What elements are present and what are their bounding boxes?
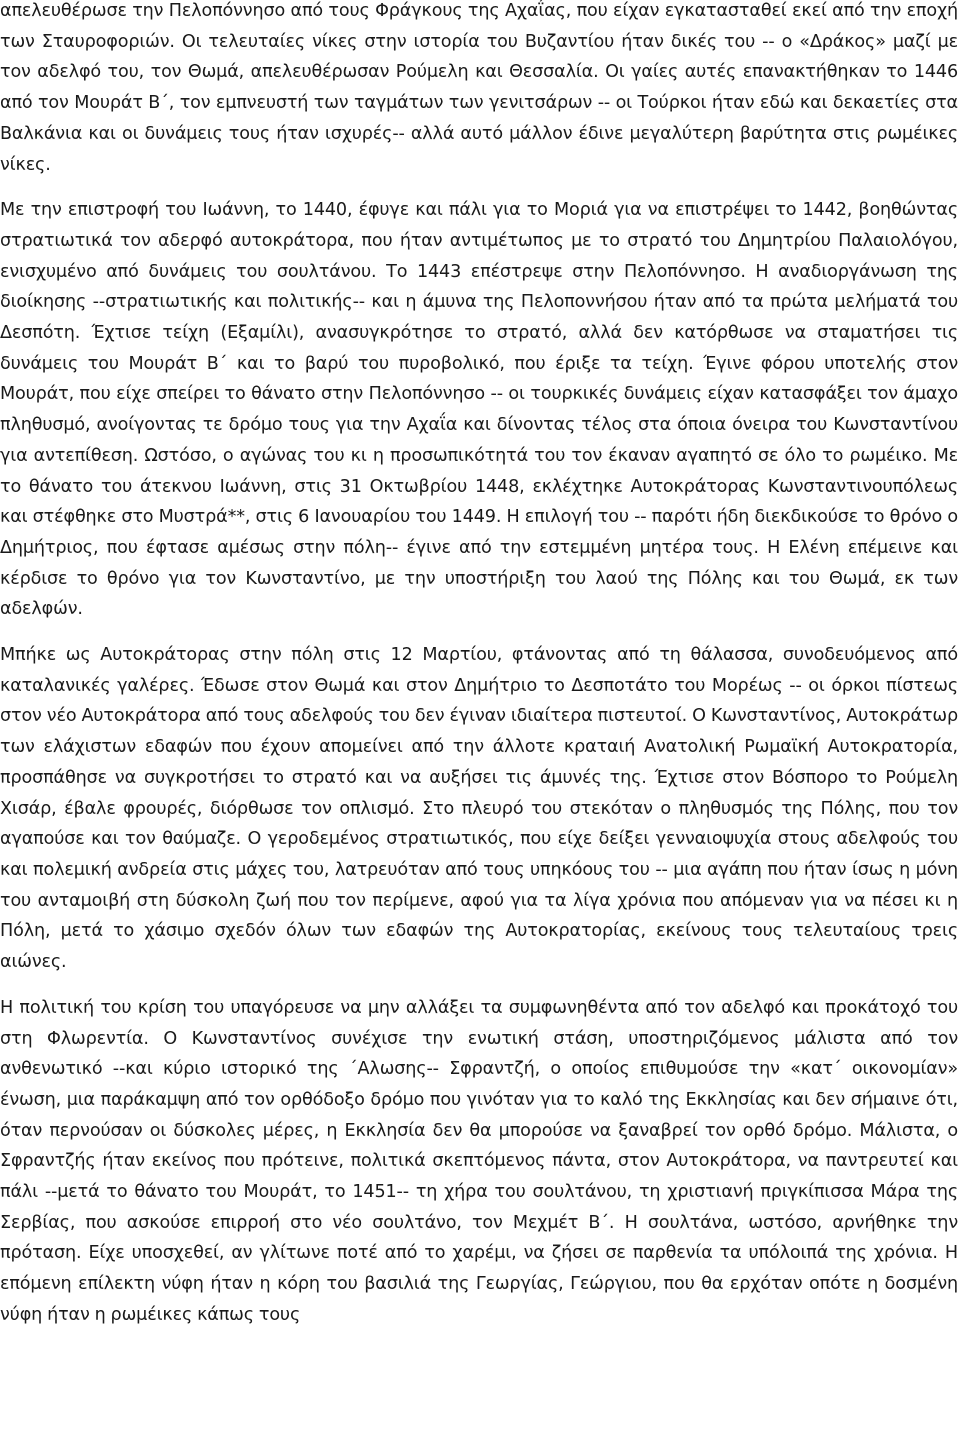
paragraph-2: Με την επιστροφή του Ιωάννη, το 1440, έφυγε και πάλι για το Μοριά για να επιστρέψει το 1442, βοηθώντας στρατιωτικά τον αδερφό αυτοκράτορα, που ήταν αντιμέτωπος με το στρατό του Δημητρίου Παλαιολόγου, ενισχυμένο από δυνάμεις του σουλτάνου. Το 1443 επέστρεψε στην Πελοπόννησο. Η αναδιοργάνωση της διοίκησης --στρατιωτικής και πολιτικής-- και η άμυνα της Πελοποννήσου ήταν από τα πρώτα μελήματά του Δεσπότη. Έχτισε τείχη (Εξαμίλι), ανασυγκρότησε το στρατό, αλλά δεν κατόρθωσε να σταματήσει τις δυνάμεις του Μουράτ Β΄ και το βαρύ του πυροβολικό, που έριξε τα τείχη. Έγινε φόρου υποτελής στον Μουράτ, που είχε σπείρει το θάνατο στην Πελοπόννησο -- οι τουρκικές δυνάμεις είχαν κατασφάξει τον άμαχο πληθυσμό, ανοίγοντας τε δρόμο τους για την Αχαΐα και δίνοντας τέλος στα όποια όνειρα του Κωνσταντίνου για αντεπίθεση. Ωστόσο, ο αγώνας του κι η προσωπικότητά του τον έκαναν αγαπητό σε όλο το ρωμέικο. Με το θάνατο του άτεκνου Ιωάννη, στις 31 Οκτωβρίου 1448, εκλέχτηκε Αυτοκράτορας Κωνσταντινουπόλεως και στέφθηκε στο Μυστρά**, στις 6 Ιανουαρίου του 1449. Η επιλογή του -- παρότι ήδη διεκδικούσε το θρόνο ο Δημήτριος, που έφτασε αμέσως στην πόλη-- έγινε από την εστεμμένη μητέρα τους. Η Ελένη επέμεινε και κέρδισε το θρόνο για τον Κωνσταντίνο, με την υποστήριξη του λαού της Πόλης και του Θωμά, εκ των αδελφών. [0,200,958,620]
paragraph-3: Μπήκε ως Αυτοκράτορας στην πόλη στις 12 Μαρτίου, φτάνοντας από τη θάλασσα, συνοδευόμενος από καταλανικές γαλέρες. Έδωσε στον Θωμά και στον Δημήτριο το Δεσποτάτο του Μορέως -- οι όρκοι πίστεως στον νέο Αυτοκράτορα από τους αδελφούς του δεν έγιναν ιδιαίτερα πιστευτοί. Ο Κωνσταντίνος, Αυτοκράτωρ των ελάχιστων εδαφών που έχουν απομείνει από την άλλοτε κραταιή Ανατολική Ρωμαϊκή Αυτοκρατορία, προσπάθησε να συγκροτήσει το στρατό και να αυξήσει τις άμυνές της. Έχτισε στον Βόσπορο το Ρούμελη Χισάρ, έβαλε φρουρές, διόρθωσε τον οπλισμό. Στο πλευρό του στεκόταν ο πληθυσμός της Πόλης, που τον αγαπούσε και τον θαύμαζε. Ο γεροδεμένος στρατιωτικός, που είχε δείξει γενναιοψυχία στους αδελφούς του και πολεμική ανδρεία στις μάχες του, λατρευόταν από τους υπηκόους του -- μια αγάπη που ήταν ίσως η μόνη του ανταμοιβή στη δύσκολη ζωή που τον περίμενε, αφού για τα λίγα χρόνια που απόμεναν για να πέσει κι η Πόλη, μετά το χάσιμο σχεδόν όλων των εδαφών της Αυτοκρατορίας, εκείνους τους τελευταίους τρεις αιώνες. [0,645,958,973]
paragraph-1: απελευθέρωσε την Πελοπόννησο από τους Φράγκους της Αχαΐας, που είχαν εγκατασταθεί εκεί από την εποχή των Σταυροφοριών. Οι τελευταίες νίκες στην ιστορία του Βυζαντίου ήταν δικές του -- ο «Δράκος» μαζί με τον αδελφό του, τον Θωμά, απελευθέρωσαν Ρούμελη και Θεσσαλία. Οι γαίες αυτές επανακτήθηκαν το 1446 από τον Μουράτ Β΄, τον εμπνευστή των ταγμάτων των γενιτσάρων -- οι Τούρκοι ήταν εδώ και δεκαετίες στα Βαλκάνια και οι δυνάμεις τους ήταν ισχυρές-- αλλά αυτό μάλλον έδινε μεγαλύτερη βαρύτητα στις ρωμέικες νίκες. [0,1,958,175]
paragraph-4: Η πολιτική του κρίση του υπαγόρευσε να μην αλλάξει τα συμφωνηθέντα από τον αδελφό και προκάτοχό του στη Φλωρεντία. Ο Κωνσταντίνος συνέχισε την ενωτική στάση, υποστηριζόμενος μάλιστα από τον ανθενωτικό --και κύριο ιστορικό της ΄Αλωσης-- Σφραντζή, ο οποίος επιθυμούσε την «κατ΄ οικονομίαν» ένωση, μια παράκαμψη από τον ορθόδοξο δρόμο που γινόταν για το καλό της Εκκλησίας και δεν σήμαινε ότι, όταν περνούσαν οι δύσκολες μέρες, η Εκκλησία δεν θα μπορούσε να ξαναβρεί τον ορθό δρόμο. Μάλιστα, ο Σφραντζής ήταν εκείνος που πρότεινε, πολιτικά σκεπτόμενος πάντα, στον Αυτοκράτορα, να παντρευτεί και πάλι --μετά το θάνατο του Μουράτ, το 1451-- τη χήρα του σουλτάνου, τη χριστιανή πριγκίπισσα Μάρα της Σερβίας, που ασκούσε επιρροή στο νέο σουλτάνο, τον Μεχμέτ Β΄. Η σουλτάνα, ωστόσο, αρνήθηκε την πρόταση. Είχε υποσχεθεί, αν γλίτωνε ποτέ από το χαρέμι, να ζήσει σε παρθενία τα υπόλοιπά της χρόνια. Η επόμενη επίλεκτη νύφη ήταν η κόρη του βασιλιά της Γεωργίας, Γεώργιου, που θα ερχόταν οπότε η δοσμένη νύφη ήταν η ρωμέικες κάπως τους [0,997,958,1325]
